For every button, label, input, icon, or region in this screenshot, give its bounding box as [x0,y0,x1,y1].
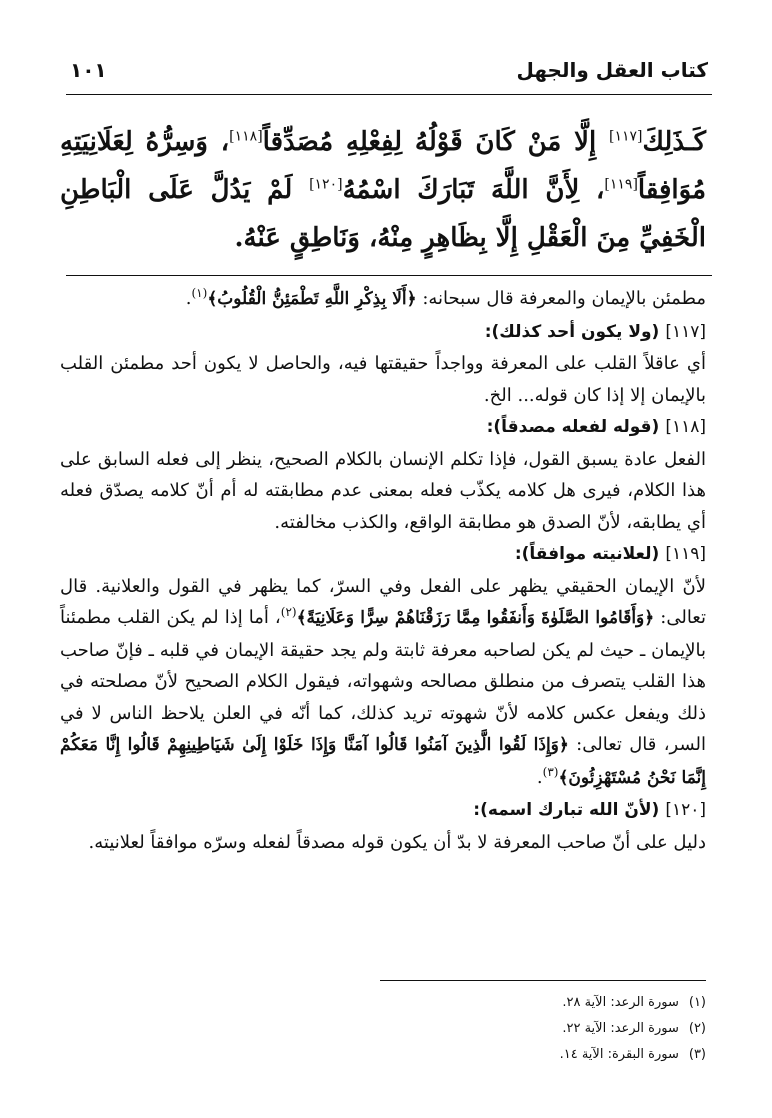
footnote-text: سورة البقرة: الآية ١٤. [559,1047,679,1062]
entry-body-119 [60,571,706,795]
quran-verse: ﴿أَلَا بِذِكْرِ اللَّهِ تَطْمَئِنُّ الْقُلُوبُ﴾ [207,289,417,309]
entry-body-118: الفعل عادة يسبق القول، فإذا تكلم الإنسان بالكلام الصحيح، ينظر إلى فعله السابق على هذا الكلام، فيرى هل كلامه يكذّب فعله بمعنى عدم مطابقته له أم أنّ كلامه يصدّق فعله أي يطابقه، لأنّ الصدق هو مطابقة الواقع، والكذب مخالفته. [60,448,706,533]
intro-text: مطمئن بالإيمان والمعرفة قال سبحانه: [416,288,706,309]
footnotes [60,990,706,1068]
reference-marker: [١١٩] [604,176,638,193]
quran-verse: ﴿وَإِذَا لَقُوا الَّذِينَ آمَنُوا قَالُوا آمَنَّا وَإِذَا خَلَوْا إِلَىٰ شَيَاطِينِهِمْ قَالُوا إِنَّا مَعَكُمْ إِنَّمَا نَحْنُ مُسْتَهْزِئُونَ﴾ [60,735,706,788]
text-separator-rule [66,275,712,276]
reference-marker: [١١٧] [609,128,643,145]
footnote-text: سورة الرعد: الآية ٢٨. [562,995,679,1010]
footnote-ref: (٢) [280,605,297,619]
entry-title: (قوله لفعله مصدقاً): [486,417,660,437]
page-number: ١٠١ [70,58,107,82]
hadith-text [60,118,706,262]
footnote-ref: (٣) [542,764,559,779]
reference-marker: [١٢٠] [309,176,343,193]
hadith-segment: كَـذَلِكَ [642,127,706,157]
footnote-rule [380,980,706,981]
commentary-intro [60,283,706,316]
hadith-segment: ، وَسِرُّهُ لِعَلَانِيَتِهِ مُوَافِقاً [60,127,706,205]
entry-text: ، أما إذا لم يكن القلب مطمئناً بالإيمان ـ حيث لم يكن لصاحبه معرفة ثابتة ولم يجد حقيقة الإيمان في قلبه ـ فإنّ صاحب هذا القلب يتصرف من منطلق مصالحه وشهواته، فيقول الكلام الصحيح لأنّ مصلحته في ذلك ويفعل عكس كلامه لأنّ شهوته تريد كذلك، كما أنّه في العلن يلاحظ الناس لا في السر، قال تعالى: [60,607,706,755]
entry-number: [١٢٠] [665,800,706,820]
entry-body-120: دليل على أنّ صاحب المعرفة لا بدّ أن يكون قوله مصدقاً لفعله وسرّه موافقاً لعلانيته. [88,831,706,853]
footnote-text: سورة الرعد: الآية ٢٢. [562,1021,679,1036]
header-rule [66,94,712,95]
commentary [60,283,706,858]
footnote-number: (٣) [688,1047,706,1062]
entry-body-117: أي عاقلاً القلب على المعرفة وواجداً حقيقتها فيه، والحاصل لا يكون أحد مطمئن القلب بالإيمان إلا إذا كان قوله... الخ. [60,353,706,406]
footnote-item [60,1042,706,1068]
entry-number: [١١٨] [665,417,706,437]
footnote-number: (٢) [688,1021,706,1036]
entry-title: (ولا يكون أحد كذلك): [484,321,660,342]
hadith-segment: ، لِأَنَّ اللَّهَ تَبَارَكَ اسْمُهُ [342,175,605,205]
reference-marker: [١١٨] [229,128,263,145]
entry-text: لأنّ الإيمان الحقيقي يظهر على الفعل وفي السرّ، كما يظهر في القول والعلانية. قال تعالى: [60,575,706,628]
quran-verse: ﴿وَأَقَامُوا الصَّلَوٰةَ وَأَنفَقُوا مِمَّا رَزَقْنَاهُمْ سِرًّا وَعَلَانِيَةً﴾ [296,608,655,628]
intro-end: . [185,288,192,309]
footnote-number: (١) [688,995,706,1010]
footnote-item [60,1016,706,1042]
entry-heading-118 [60,411,706,444]
entry-title: (لأنّ الله تبارك اسمه): [473,800,660,820]
footnote-ref: (١) [191,286,208,300]
entry-number: [١١٩] [665,544,706,564]
footnote-item [60,990,706,1016]
entry-title: (لعلانيته موافقاً): [514,544,660,564]
entry-end: . [536,766,543,788]
entry-heading-120 [60,794,706,827]
entry-heading-117 [60,316,706,349]
entry-heading-119 [60,538,706,571]
running-head: كتاب العقل والجهل [516,58,708,82]
hadith-segment: لَمْ يَدُلَّ عَلَى الْبَاطِنِ الْخَفِيِّ مِنَ الْعَقْلِ إِلَّا بِظَاهِرٍ مِنْهُ، وَنَاطِقٍ عَنْهُ. [60,175,706,253]
entry-number: [١١٧] [665,321,706,342]
hadith-segment: إِلَّا مَنْ كَانَ قَوْلُهُ لِفِعْلِهِ مُصَدِّقاً [262,127,609,157]
